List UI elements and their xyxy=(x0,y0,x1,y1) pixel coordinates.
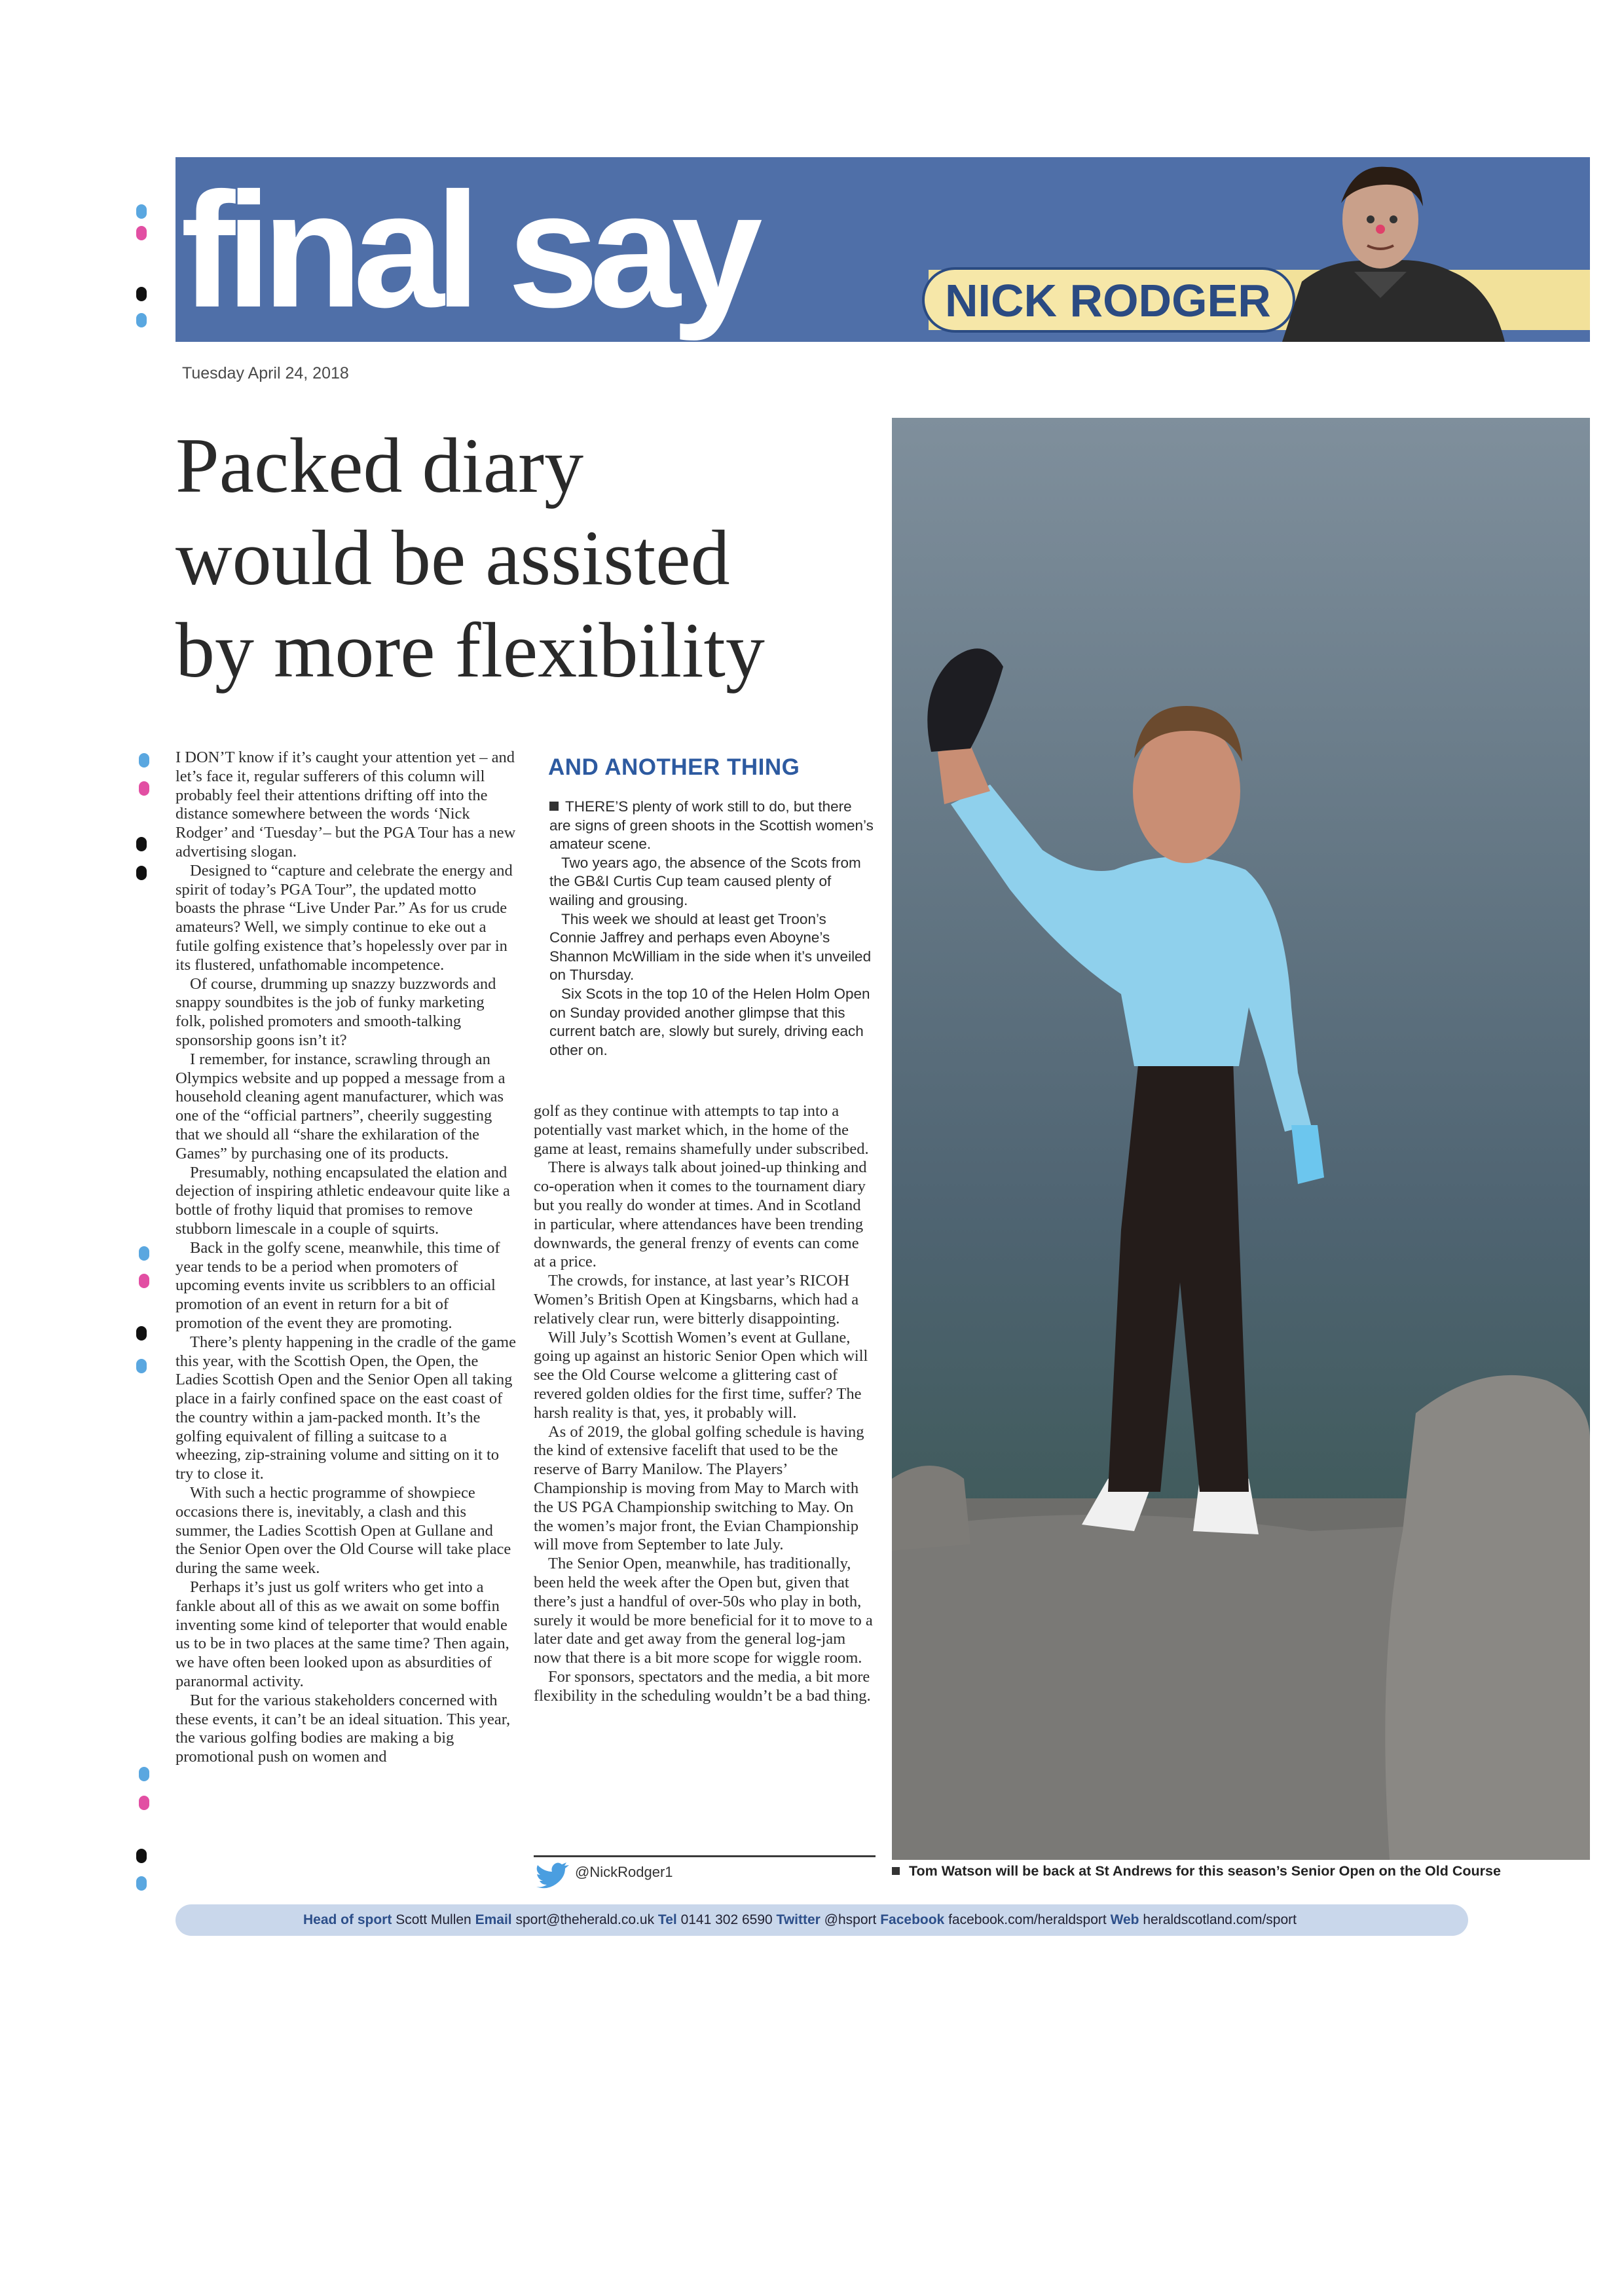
margin-dot xyxy=(136,313,147,327)
photo-caption-text: Tom Watson will be back at St Andrews for this season’s Senior Open on the Old Course xyxy=(909,1863,1501,1879)
footer-facebook-link[interactable]: facebook.com/heraldsport xyxy=(948,1912,1107,1927)
margin-dot xyxy=(136,1326,147,1341)
margin-dot xyxy=(139,1767,149,1781)
article-column-2 xyxy=(534,1102,874,1706)
article-paragraph: Will July’s Scottish Women’s event at Gullane, going up against an historic Senior Open which will see the Old Course welcome a glittering cast of revered golden oldies for the first time, suffer? The harsh reality is that, yes, it probably will. xyxy=(534,1328,868,1422)
footer-label: Twitter xyxy=(776,1912,821,1927)
twitter-handle: @NickRodger1 xyxy=(575,1864,673,1880)
bullet-square-icon xyxy=(549,802,559,811)
footer-label: Facebook xyxy=(880,1912,945,1927)
margin-dot xyxy=(136,1849,147,1863)
article-column-1 xyxy=(175,749,516,1767)
margin-dot xyxy=(136,866,147,880)
twitter-rule xyxy=(534,1855,876,1857)
article-paragraph: The crowds, for instance, at last year’s RICOH Women’s British Open at Kingsbarns, which had a relatively clear run, were bitterly disappointing. xyxy=(534,1272,859,1327)
margin-dot xyxy=(139,1274,149,1288)
photo-caption xyxy=(892,1863,1593,1879)
article-paragraph: I remember, for instance, scrawling through an Olympics website and up popped a message from a household cleaning agent manufacturer, which was one of the “official partners”, cheerily suggesting that we should all “share the exhilaration of the Games” by purchasing one of its products. xyxy=(175,1050,506,1162)
sidebar-paragraph: Two years ago, the absence of the Scots from the GB&I Curtis Cup team caused plenty of wailing and grousing. xyxy=(549,854,861,908)
sidebar-title: AND ANOTHER THING xyxy=(548,754,800,780)
sidebar-paragraph: This week we should at least get Troon’s Connie Jaffrey and perhaps even Aboyne’s Shannon McWilliam in the side when it’s unveiled on Thursday. xyxy=(549,910,872,984)
margin-dot xyxy=(136,1359,147,1373)
footer-value: 0141 302 6590 xyxy=(680,1912,773,1927)
article-paragraph: Designed to “capture and celebrate the energy and spirit of today’s PGA Tour”, the updated motto boasts the phrase “Live Under Par.” As for us crude amateurs? Well, we simply continue to eke out a futile golfing existence that’s hopelessly over par in its flustered, unfathomable incompetence. xyxy=(175,861,513,974)
masthead-banner xyxy=(175,157,1590,342)
golfer-photo xyxy=(892,418,1590,1860)
article-paragraph: golf as they continue with attempts to tap into a potentially vast market which, in the home of the game at least, remains shamefully under subscribed. xyxy=(534,1102,869,1158)
article-paragraph: Of course, drumming up snazzy buzzwords and snappy soundbites is the job of funky marketing folk, polished promoters and smooth-talking sponsorship goons isn’t it? xyxy=(175,974,496,1049)
margin-dot xyxy=(139,781,149,796)
twitter-bird-icon xyxy=(534,1862,570,1893)
sidebar-paragraph xyxy=(549,798,875,854)
article-paragraph: There’s plenty happening in the cradle of the game this year, with the Scottish Open, the Open, the Ladies Scottish Open and the Senior Open all taking place in a fairly confined space on the east coast of the country within a jam-packed month. It’s the golfing equivalent of filling a suitcase to a wheezing, zip-straining volume and sitting on it to try to close it. xyxy=(175,1333,516,1483)
article-paragraph: With such a hectic programme of showpiece occasions there is, inevitably, a clash and this summer, the Ladies Scottish Open at Gullane and the Senior Open over the Old Course will take place during the same week. xyxy=(175,1484,511,1578)
footer-contact-bar xyxy=(175,1904,1468,1936)
sidebar-body xyxy=(549,798,875,1060)
footer-label: Email xyxy=(475,1912,512,1927)
margin-dot xyxy=(136,1876,147,1891)
margin-dot xyxy=(136,226,147,240)
columnist-portrait-image xyxy=(1256,157,1531,342)
margin-dot xyxy=(136,287,147,301)
sidebar-paragraph: Six Scots in the top 10 of the Helen Holm Open on Sunday provided another glimpse that this current batch are, slowly but surely, driving each other on. xyxy=(549,985,870,1058)
article-paragraph: Back in the golfy scene, meanwhile, this time of year tends to be a period when promoters of upcoming events invite us scribblers to an official promotion of an event in return for a bit of promotion of the event they are promoting. xyxy=(175,1238,500,1332)
article-paragraph: I DON’T know if it’s caught your attention yet – and let’s face it, regular sufferers of this column will probably feel their attentions drifting off into the distance somewhere between the words ‘Nick Rodger’ and ‘Tuesday’– but the PGA Tour has a new advertising slogan. xyxy=(175,749,516,861)
margin-dot xyxy=(136,204,147,219)
footer-label: Head of sport xyxy=(303,1912,392,1927)
sidebar-paragraph-text: THERE’S plenty of work still to do, but there are signs of green shoots in the Scottish women’s amateur scene. xyxy=(549,798,874,853)
article-paragraph: The Senior Open, meanwhile, has traditionally, been held the week after the Open but, given that there’s just a handful of over-50s who play in both, surely it would be more beneficial for it to move to a later date and get away from the general log-jam now that there is a bit more scope for wiggle room. xyxy=(534,1555,873,1667)
article-paragraph: Perhaps it’s just us golf writers who get into a fankle about all of this as we await on some boffin inventing some kind of teleporter that would enable us to be in two places at the same time? Then again, we have often been looked upon as absurdities of paranormal activity. xyxy=(175,1578,509,1691)
footer-label: Web xyxy=(1110,1912,1139,1927)
footer-web-link[interactable]: heraldscotland.com/sport xyxy=(1143,1912,1297,1927)
footer-contact-text xyxy=(303,1904,1297,1936)
masthead-title: final say xyxy=(181,158,754,341)
article-paragraph: As of 2019, the global golfing schedule is having the kind of extensive facelift that used to be the reserve of Barry Manilow. The Players’ Championship is moving from May to March with the US PGA Championship switching to May. On the women’s major front, the Evian Championship will move from September to late July. xyxy=(534,1422,864,1554)
bullet-square-icon xyxy=(892,1867,900,1875)
headline-line: would be assisted xyxy=(175,514,730,601)
article-paragraph: But for the various stakeholders concerned with these events, it can’t be an ideal situation. This year, the various golfing bodies are making a big promotional push on women and xyxy=(175,1691,511,1766)
margin-dot xyxy=(136,837,147,851)
article-paragraph: For sponsors, spectators and the media, a bit more flexibility in the scheduling wouldn’t be a bad thing. xyxy=(534,1667,871,1705)
margin-dot xyxy=(139,1246,149,1261)
footer-email-link[interactable]: sport@theherald.co.uk xyxy=(515,1912,655,1927)
footer-value: @hsport xyxy=(824,1912,877,1927)
sidebar-box xyxy=(532,733,879,1084)
margin-dot xyxy=(139,753,149,768)
margin-dot xyxy=(139,1796,149,1810)
headline-line: by more flexibility xyxy=(175,606,765,694)
footer-value: Scott Mullen xyxy=(396,1912,471,1927)
headline xyxy=(175,419,889,696)
article-paragraph: There is always talk about joined-up thinking and co-operation when it comes to the tournament diary but you really do wonder at times. And in Scotland in particular, where attendances have been trending downwards, the general frenzy of events can come at a price. xyxy=(534,1158,867,1271)
article-paragraph: Presumably, nothing encapsulated the elation and dejection of inspiring athletic endeavour quite like a bottle of frothy liquid that promises to remove stubborn limescale in a couple of squirts. xyxy=(175,1163,510,1238)
footer-label: Tel xyxy=(657,1912,677,1927)
byline-name: NICK RODGER xyxy=(945,275,1271,326)
headline-line: Packed diary xyxy=(175,422,584,509)
dateline: Tuesday April 24, 2018 xyxy=(182,364,349,382)
